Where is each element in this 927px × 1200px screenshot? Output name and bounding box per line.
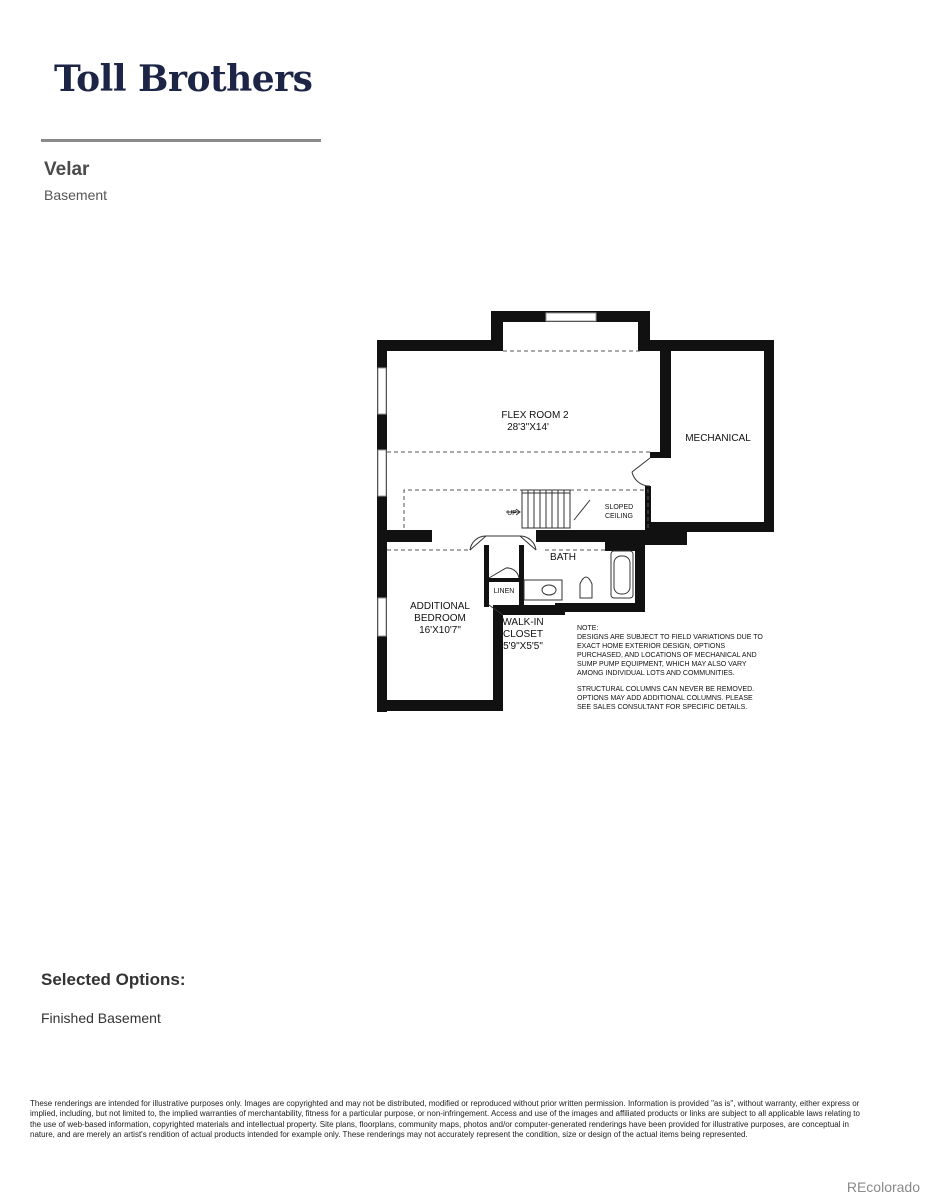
note-line: STRUCTURAL COLUMNS CAN NEVER BE REMOVED. xyxy=(577,686,755,693)
note-line: AMONG INDIVIDUAL LOTS AND COMMUNITIES. xyxy=(577,670,735,677)
sloped-ceiling-label-1: SLOPED xyxy=(604,504,634,511)
note-line: PURCHASED, AND LOCATIONS OF MECHANICAL AND xyxy=(577,652,757,659)
closet-size: 5'9"X5'5" xyxy=(503,641,543,652)
plan-name: Velar xyxy=(44,159,90,180)
selected-options-title: Selected Options: xyxy=(41,970,186,989)
note-line: DESIGNS ARE SUBJECT TO FIELD VARIATIONS DUE TO xyxy=(577,634,763,641)
bedroom-label-1: ADDITIONAL xyxy=(409,601,471,612)
source-credit: REcolorado xyxy=(846,1179,920,1195)
mechanical-label: MECHANICAL xyxy=(685,433,751,444)
soffit-lines xyxy=(387,351,650,550)
bedroom-label-2: BEDROOM xyxy=(414,613,466,624)
plan-level: Basement xyxy=(44,187,108,203)
legal-disclaimer: These renderings are intended for illustrative purposes only. Images are copyrighted and may not be distributed, modified or reproduced without prior written permission. Information is provided "as is", without warranty, either express or implied, including, but not limited to, the implied warranties of merchantability, fitness for a particular purpose, or non-infringement. Access and use of the images and affiliated products or links are subject to all applicable laws relating to the use of web-based information, copyrighted materials and intellectual property. Site plans, floorplans, community maps, photos and/or computer-generated renderings have been provided for illustrative purposes, are conceptual in nature, and are merely an artist's rendition of actual products intended for example only. These renderings may not accurately represent the condition, size or design of the actual items being represented. xyxy=(30,1099,860,1140)
sloped-ceiling-label-2: CEILING xyxy=(604,513,634,520)
bedroom-size: 16'X10'7" xyxy=(419,625,461,636)
selected-option-item: Finished Basement xyxy=(41,1010,161,1026)
note-line: SEE SALES CONSULTANT FOR SPECIFIC DETAILS. xyxy=(577,704,748,711)
linen-label: LINEN xyxy=(493,588,515,595)
note-line: EXACT HOME EXTERIOR DESIGN, OPTIONS xyxy=(577,643,726,650)
note-line: OPTIONS MAY ADD ADDITIONAL COLUMNS. PLEASE xyxy=(577,695,753,702)
bath-fixtures xyxy=(524,551,633,600)
plan-note xyxy=(577,625,763,711)
stair xyxy=(506,490,590,528)
flex-room-label: FLEX ROOM 2 xyxy=(501,410,569,421)
toll-brothers-logo: Toll Brothers xyxy=(54,58,313,100)
flex-room-size: 28'3"X14' xyxy=(507,422,549,433)
bath-label: BATH xyxy=(550,552,576,563)
note-line: NOTE: xyxy=(577,625,599,632)
note-line: SUMP PUMP EQUIPMENT, WHICH MAY ALSO VARY xyxy=(577,661,747,668)
closet-label-1: WALK-IN xyxy=(502,617,544,628)
stair-up-label: UP xyxy=(507,510,517,517)
closet-label-2: CLOSET xyxy=(502,629,544,640)
